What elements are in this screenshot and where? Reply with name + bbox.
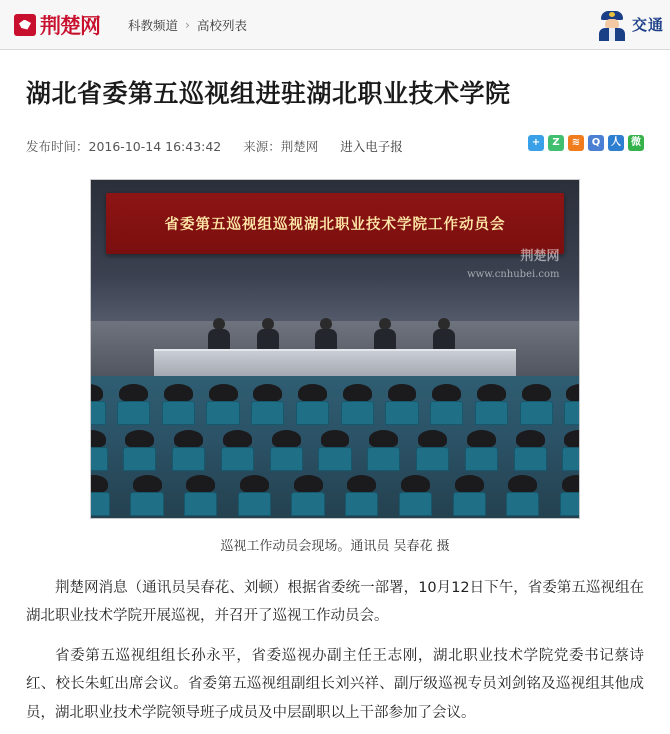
- police-officer-icon: [597, 9, 627, 41]
- photo-banner-text: 省委第五巡视组巡视湖北职业技术学院工作动员会: [106, 193, 565, 254]
- nav-item-college-list[interactable]: 高校列表: [197, 17, 248, 33]
- breadcrumb: [128, 16, 247, 34]
- page-title: 湖北省委第五巡视组进驻湖北职业技术学院: [26, 79, 511, 108]
- watermark-url: www.cnhubei.com: [467, 268, 560, 280]
- watermark-site-name: 荆楚网: [520, 249, 560, 265]
- photo-panelist: [315, 318, 337, 352]
- article-container: [0, 78, 670, 727]
- article-photo-wrapper: [26, 179, 644, 523]
- share-zhihu-icon[interactable]: Z: [548, 135, 564, 151]
- share-qzone-icon[interactable]: Q: [588, 135, 604, 151]
- share-wechat-icon[interactable]: 微: [628, 135, 644, 151]
- breadcrumb-separator: ›: [185, 17, 191, 32]
- photo-panelist: [257, 318, 279, 352]
- article-meta: [26, 135, 644, 157]
- photo-panelist: [208, 318, 230, 352]
- article-paragraph: 荆楚网消息（通讯员吴春花、刘顿）根据省委统一部署，10月12日下午，省委第五巡视组在湖北职业技术学院开展巡视，并召开了巡视工作动员会。: [26, 579, 644, 624]
- epaper-link[interactable]: 进入电子报: [340, 138, 403, 154]
- share-bar: [528, 135, 644, 151]
- site-logo[interactable]: [0, 10, 110, 40]
- article-paragraph: 省委第五巡视组组长孙永平，省委巡视办副主任王志刚，湖北职业技术学院党委书记蔡诗红、校长朱虹出席会议。省委第五巡视组副组长刘兴祥、副厅级巡视专员刘剑铭及巡视组其他成员，湖北职业技术学院领导班子成员及中层副职以上干部参加了会议。: [26, 648, 644, 721]
- photo-audience: [91, 376, 579, 518]
- traffic-widget-label: 交通: [631, 16, 664, 34]
- share-rss-icon[interactable]: ≋: [568, 135, 584, 151]
- source-label: 来源：荆楚网: [243, 138, 319, 154]
- photo-panelist: [433, 318, 455, 352]
- share-add-icon[interactable]: +: [528, 135, 544, 151]
- publish-time: 发布时间：2016-10-14 16:43:42: [26, 138, 222, 154]
- photo-panelist: [374, 318, 396, 352]
- site-header: [0, 0, 670, 50]
- flame-mark-icon: [14, 14, 36, 36]
- article-photo: [90, 179, 580, 519]
- nav-item-channel[interactable]: 科教频道: [128, 17, 179, 33]
- photo-watermark: [467, 247, 559, 282]
- logo-text: 荆楚网: [40, 12, 100, 38]
- photo-caption: 巡视工作动员会现场。通讯员 吴春花 摄: [220, 538, 450, 554]
- article-body: [26, 574, 644, 727]
- traffic-widget[interactable]: [597, 0, 670, 49]
- share-renren-icon[interactable]: 人: [608, 135, 624, 151]
